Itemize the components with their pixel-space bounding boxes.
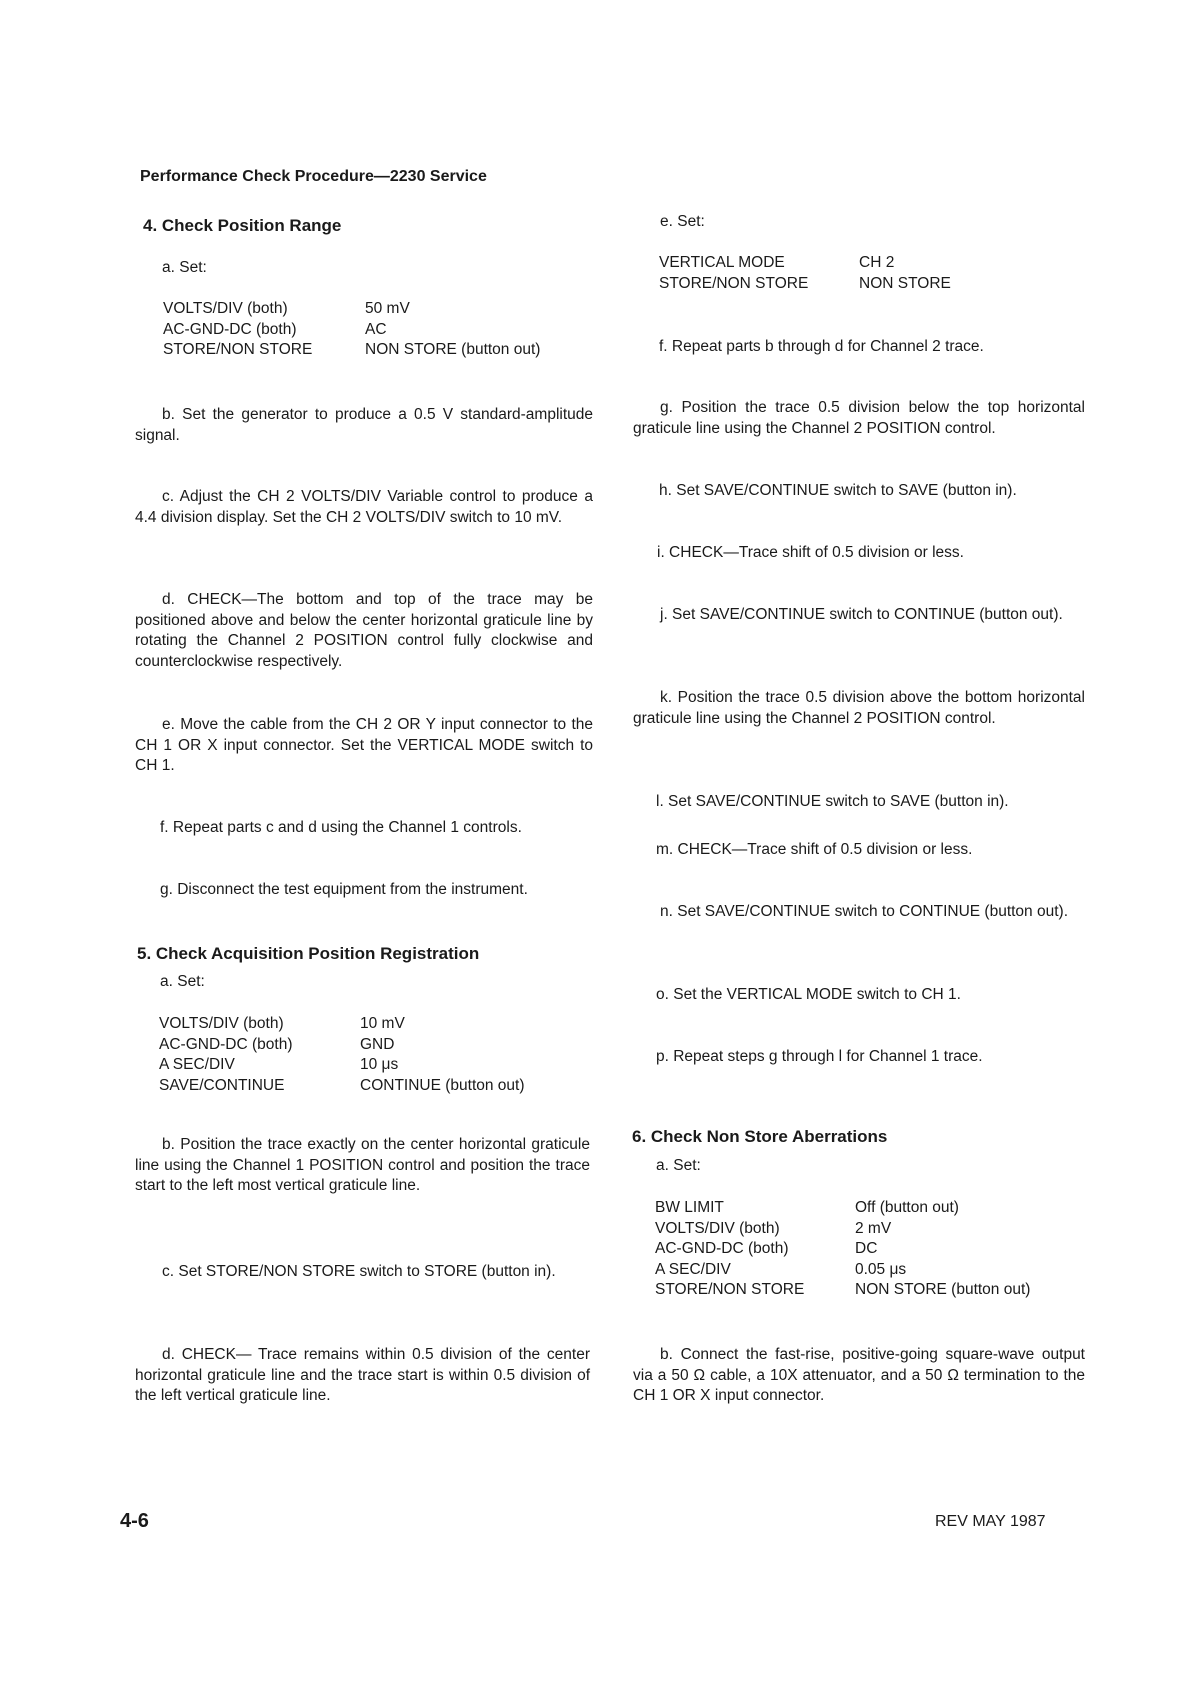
step-5b: b. Position the trace exactly on the center horizontal graticule line using the Channel 1 POSITION control and position the trace start to the left most vertical graticule line. <box>135 1136 590 1194</box>
step-4g: g. Disconnect the test equipment from the instrument. <box>160 881 528 898</box>
section-5-title: 5. Check Acquisition Position Registration <box>137 944 480 963</box>
step-right-f: f. Repeat parts b through d for Channel 2 trace. <box>659 338 984 355</box>
setting-row: STORE/NON STORE NON STORE (button out) <box>163 341 541 358</box>
step-6a: a. Set: <box>656 1157 701 1174</box>
step-right-j: j. Set SAVE/CONTINUE switch to CONTINUE (button out). <box>660 606 1063 623</box>
setting-row: STORE/NON STORE NON STORE <box>659 274 951 292</box>
section-4-title: 4. Check Position Range <box>143 216 342 235</box>
step-5a: a. Set: <box>160 973 205 990</box>
setting-row: AC-GND-DC (both) DC <box>655 1240 878 1257</box>
step-6b: b. Connect the fast-rise, positive-going square-wave output via a 50 Ω cable, a 10X attenuator, and a 50 Ω termination to the CH 1 OR X input connector. <box>633 1346 1085 1404</box>
page-number: 4-6 <box>120 1510 149 1532</box>
step-right-e: e. Set: <box>660 213 705 230</box>
setting-row: STORE/NON STORE NON STORE (button out) <box>655 1281 1031 1298</box>
step-right-h: h. Set SAVE/CONTINUE switch to SAVE (button in). <box>659 482 1017 499</box>
step-4e: e. Move the cable from the CH 2 OR Y input connector to the CH 1 OR X input connector. Set the VERTICAL MODE switch to CH 1. <box>135 716 593 774</box>
settings-table-4 <box>163 299 540 361</box>
setting-row: A SEC/DIV 0.05 μs <box>655 1260 907 1278</box>
settings-table-6 <box>655 1198 1030 1301</box>
step-4f: f. Repeat parts c and d using the Channel 1 controls. <box>160 819 522 836</box>
step-4d: d. CHECK—The bottom and top of the trace may be positioned above and below the center horizontal graticule line by rotating the Channel 2 POSITION control fully clockwise and counterclockwise respectively. <box>135 591 593 670</box>
step-5c: c. Set STORE/NON STORE switch to STORE (button in). <box>162 1263 556 1280</box>
step-right-i: i. CHECK—Trace shift of 0.5 division or less. <box>657 544 964 561</box>
step-right-m: m. CHECK—Trace shift of 0.5 division or less. <box>656 841 973 858</box>
step-right-o: o. Set the VERTICAL MODE switch to CH 1. <box>656 986 961 1003</box>
setting-row: VOLTS/DIV (both) 10 mV <box>159 1015 405 1032</box>
step-4a: a. Set: <box>162 259 207 276</box>
step-5d: d. CHECK— Trace remains within 0.5 division of the center horizontal graticule line and the trace start is within 0.5 division of the left vertical graticule line. <box>135 1346 590 1404</box>
step-4b: b. Set the generator to produce a 0.5 V standard-amplitude signal. <box>135 406 593 444</box>
step-right-k: k. Position the trace 0.5 division above the bottom horizontal graticule line using the Channel 2 POSITION control. <box>633 689 1085 727</box>
step-right-p: p. Repeat steps g through l for Channel 1 trace. <box>656 1048 983 1065</box>
setting-row: VERTICAL MODE CH 2 <box>659 254 895 271</box>
section-6-title: 6. Check Non Store Aberrations <box>632 1127 888 1146</box>
setting-row: BW LIMIT Off (button out) <box>655 1199 959 1216</box>
step-right-g: g. Position the trace 0.5 division below the top horizontal graticule line using the Channel 2 POSITION control. <box>633 399 1085 437</box>
setting-row: AC-GND-DC (both) AC <box>163 320 387 338</box>
settings-table-5 <box>159 1014 525 1096</box>
step-right-l: l. Set SAVE/CONTINUE switch to SAVE (button in). <box>656 793 1009 810</box>
setting-row: VOLTS/DIV (both) 50 mV <box>163 300 410 317</box>
revision-date: REV MAY 1987 <box>935 1513 1046 1530</box>
step-4c: c. Adjust the CH 2 VOLTS/DIV Variable control to produce a 4.4 division display. Set the CH 2 VOLTS/DIV switch to 10 mV. <box>135 488 593 526</box>
setting-row: VOLTS/DIV (both) 2 mV <box>655 1219 892 1237</box>
setting-row: A SEC/DIV 10 μs <box>159 1056 399 1073</box>
settings-table-right-e <box>659 253 951 294</box>
setting-row: SAVE/CONTINUE CONTINUE (button out) <box>159 1076 525 1094</box>
step-right-n: n. Set SAVE/CONTINUE switch to CONTINUE (button out). <box>660 903 1068 920</box>
running-header: Performance Check Procedure—2230 Service <box>140 168 487 185</box>
setting-row: AC-GND-DC (both) GND <box>159 1035 395 1053</box>
